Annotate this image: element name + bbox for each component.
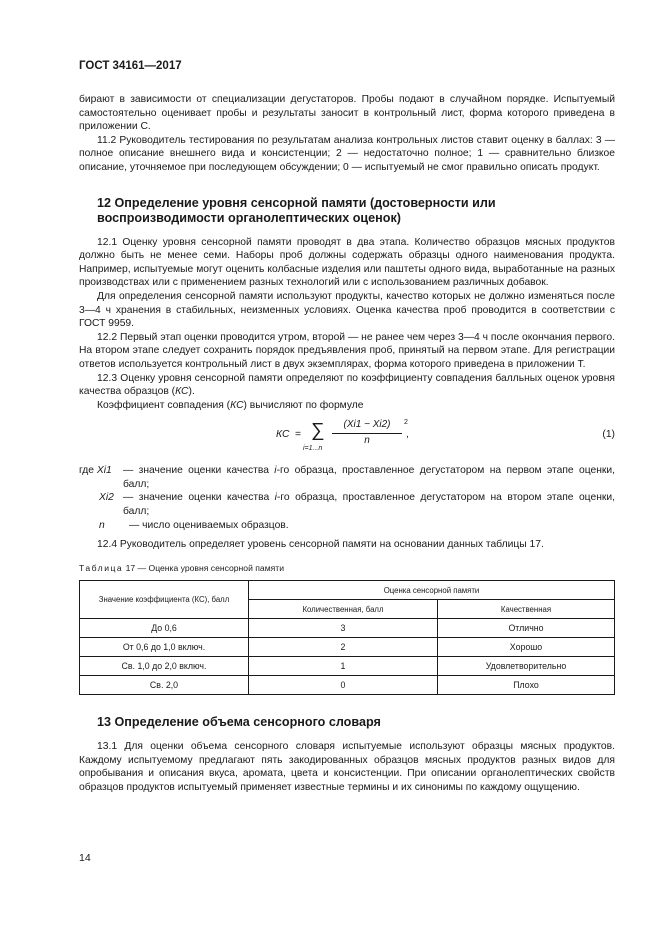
n-symbol-wrap: [99, 519, 105, 533]
p123-text-b: ).: [188, 386, 195, 398]
n-description: — число оцениваемых образцов.: [129, 519, 289, 531]
paragraph-11-2: 11.2 Руководитель тестирования по результатам анализа контрольных листов ставит оценку в баллах: 3 — полное описание внешнего вида и консистенции; 2 — недостаточно полное; 1 — сравнительно близкое описание, уточняемое при последующем обсуждении; 0 — испытуемый не смог правильно описать продукт.: [79, 134, 615, 173]
x2-description: [99, 491, 615, 518]
x2-text-a: — значение оценки качества: [123, 492, 275, 504]
page-body: [79, 93, 615, 794]
header-kc-value: Значение коэффициента (КС), балл: [80, 581, 249, 619]
x1-text-i: i: [274, 465, 277, 477]
x1-text-a: — значение оценки качества: [123, 465, 275, 477]
cell-quality: Отлично: [438, 619, 615, 638]
x1-text-b: -го образца, проставленное дегустатором на первом этапе оценки, балл;: [123, 465, 616, 490]
table-caption-rest: 17 — Оценка уровня сенсорной памяти: [125, 562, 285, 573]
definition-n: [79, 519, 615, 533]
x2-text-i: i: [274, 492, 277, 504]
document-header: ГОСТ 34161—2017: [79, 60, 182, 72]
formula-denominator: n: [364, 434, 370, 446]
cell-range: От 0,6 до 1,0 включ.: [80, 638, 249, 657]
p123-text-a: 12.3 Оценку уровня сенсорной памяти определяют по коэффициенту совпадения балльных оценок уровня качества образцов (: [79, 372, 615, 398]
intro-paragraph-continued: бирают в зависимости от специализации дегустаторов. Пробы подают в случайном порядке. Испытуемый самостоятельно оценивает пробы и результаты заносит в контрольный лист, форма которого приведена в приложении С.: [79, 94, 615, 133]
paragraph-12-3: [79, 372, 615, 399]
formula-comma: ,: [406, 429, 409, 441]
cell-score: 1: [249, 657, 438, 676]
paragraph-formula-intro: [79, 399, 615, 413]
cell-score: 2: [249, 638, 438, 657]
table-row: [80, 676, 615, 695]
formula-equals: =: [295, 429, 302, 441]
section-13-title: 13 Определение объема сенсорного словаря: [97, 715, 381, 730]
formula-intro-kc: КС: [230, 399, 244, 411]
x1-symbol: Xi1: [96, 465, 112, 477]
cell-range: До 0,6: [80, 619, 249, 638]
table-row: [80, 619, 615, 638]
x2-symbol-wrap: [99, 491, 114, 505]
header-qualitative: Качественная: [438, 600, 615, 619]
table-header-row-1: [80, 581, 615, 600]
paragraph-12-1-b: Для определения сенсорной памяти используют продукты, качество которых не должно изменяться после 3—4 ч хранения в стабильных, неизменных условиях. Оценка качества проб проводится в соответствии с ГОСТ 9959.: [79, 290, 615, 330]
sum-index: i=1...n: [303, 445, 323, 453]
cell-quality: Хорошо: [438, 638, 615, 657]
page-number: 14: [79, 852, 91, 864]
cell-range: Св. 1,0 до 2,0 включ.: [80, 657, 249, 676]
table-17-caption: [79, 562, 615, 576]
definition-x1: [79, 464, 615, 491]
cell-score: 3: [249, 619, 438, 638]
section-12-title: 12 Определение уровня сенсорной памяти (достоверности или воспроизводимости органолептических оценок): [97, 195, 496, 226]
table-row: [80, 657, 615, 676]
formula-fraction: [332, 418, 402, 447]
paragraph-13-1: 13.1 Для оценки объема сенсорного словаря испытуемые используют образцы мясных продуктов. Каждому испытуемому предлагают пять закодированных образцов мясных продуктов разных видов для опробывания и описания вкуса, аромата, цвета и консистенции. При описании органолептических свойств образцов продуктов испытуемый применяет известные термины и их синонимы по каждому ощущению.: [79, 740, 615, 793]
formula-intro-a: Коэффициент совпадения (: [97, 399, 231, 411]
p123-kc: КС: [175, 386, 189, 398]
table-caption-word: Таблица: [79, 562, 124, 573]
table-17: [79, 580, 615, 695]
x1-description: [79, 464, 615, 491]
paragraph-12-4: 12.4 Руководитель определяет уровень сенсорной памяти на основании данных таблицы 17.: [97, 539, 544, 551]
cell-range: Св. 2,0: [80, 676, 249, 695]
formula-intro-b: ) вычисляют по формуле: [243, 399, 364, 411]
formula-1: [79, 418, 615, 462]
cell-quality: Удовлетворительно: [438, 657, 615, 676]
definition-where: [79, 464, 112, 478]
paragraph-12-1: 12.1 Оценку уровня сенсорной памяти проводят в два этапа. Количество образцов мясных продуктов должно быть не менее семи. Наборы проб должны содержать образцы одного наименования продукта. Например, испытуемые могут оценить колбасные изделия или паштеты одного вида, выработанные на разных производствах или с применением разных технологий или с использованием различных добавок.: [79, 236, 615, 289]
formula-lhs: КС: [276, 429, 290, 441]
formula-number: (1): [602, 429, 615, 441]
header-memory-score: Оценка сенсорной памяти: [249, 581, 615, 600]
cell-quality: Плохо: [438, 676, 615, 695]
x2-text-b: -го образца, проставленное дегустатором на втором этапе оценки, балл;: [123, 492, 615, 518]
definition-x2: [79, 491, 615, 518]
x2-symbol: Xi2: [99, 492, 114, 504]
paragraph-12-2: 12.2 Первый этап оценки проводится утром, второй — не ранее чем через 3—4 ч после окончания первого. На втором этапе следует сохранить порядок предъявления проб, принятый на первом этапе. Для регистрации ответов используется контрольный лист в двух экземплярах, форма которого приведена в приложении Т.: [79, 331, 615, 370]
sum-symbol: ∑: [311, 420, 325, 442]
table-row: [80, 638, 615, 657]
formula-power: 2: [404, 419, 408, 427]
formula-numerator: (Xi1 − Xi2): [332, 418, 402, 434]
where-word: где: [79, 465, 95, 477]
header-quantitative: Количественная, балл: [249, 600, 438, 619]
n-symbol: n: [99, 519, 105, 531]
cell-score: 0: [249, 676, 438, 695]
